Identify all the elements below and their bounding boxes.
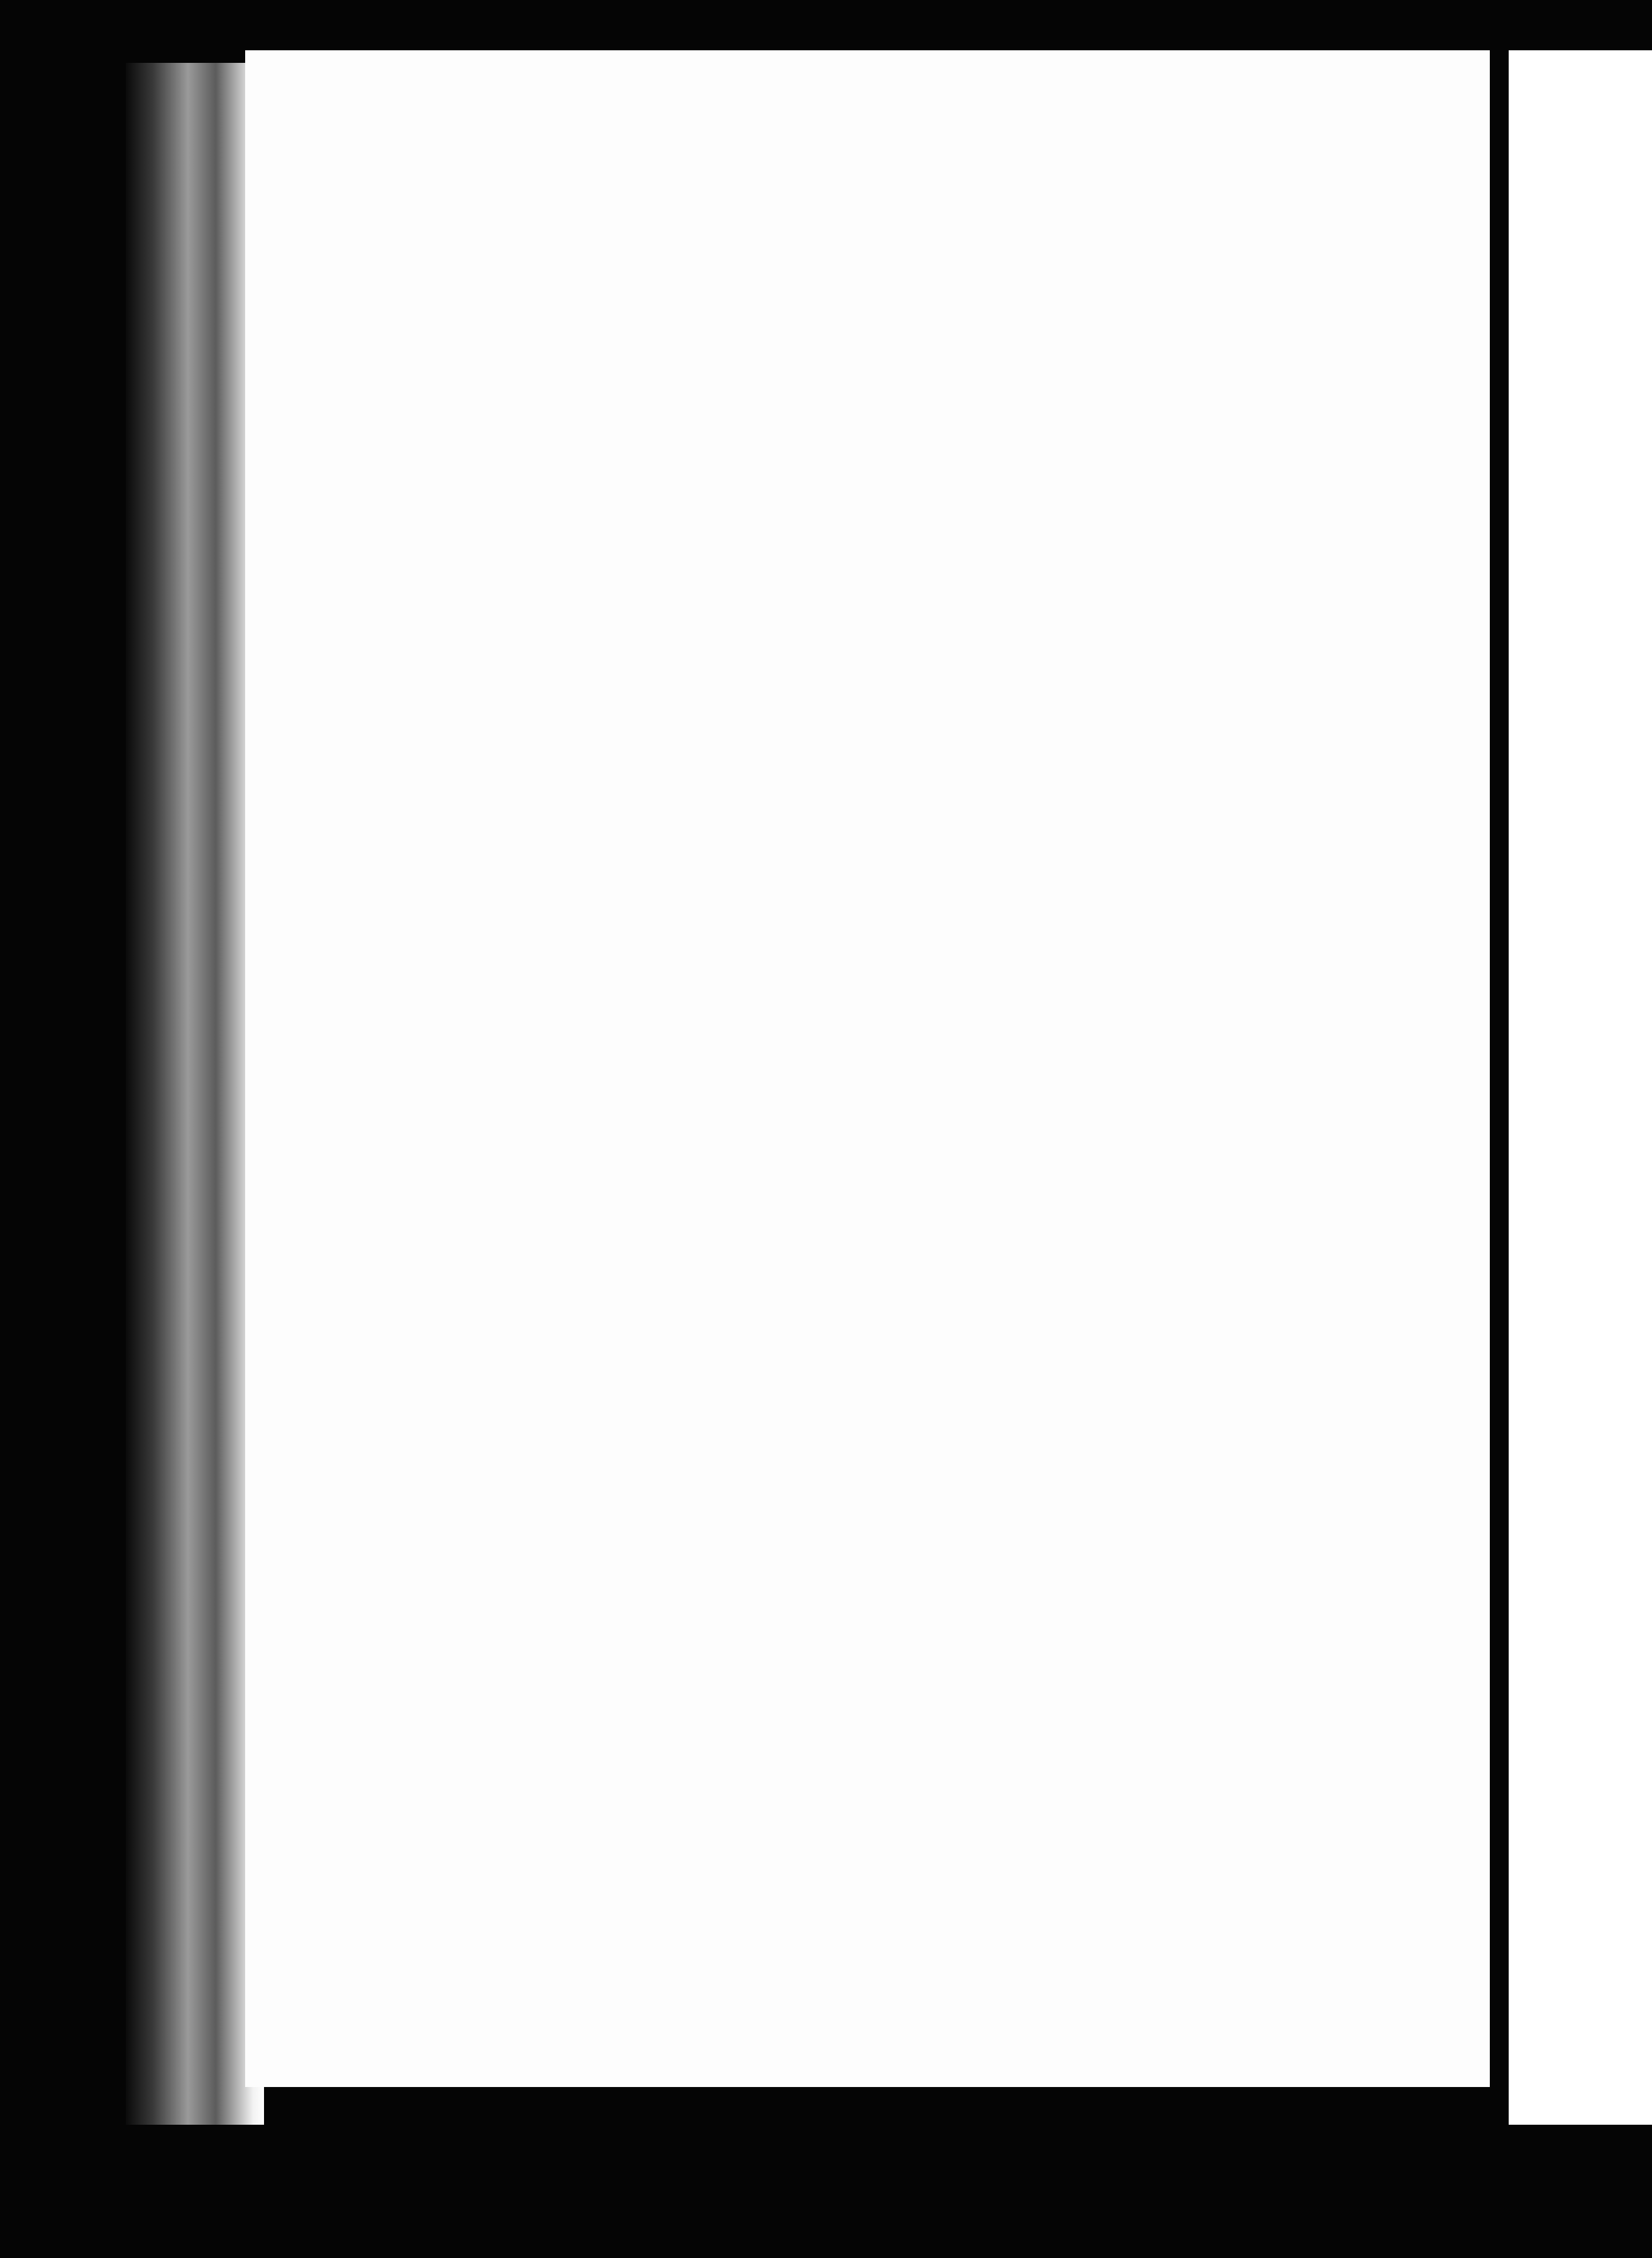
right-page-edge [1509,50,1652,2125]
page-content [553,313,1430,338]
book-spine [126,63,264,2125]
left-page [245,50,1490,2087]
